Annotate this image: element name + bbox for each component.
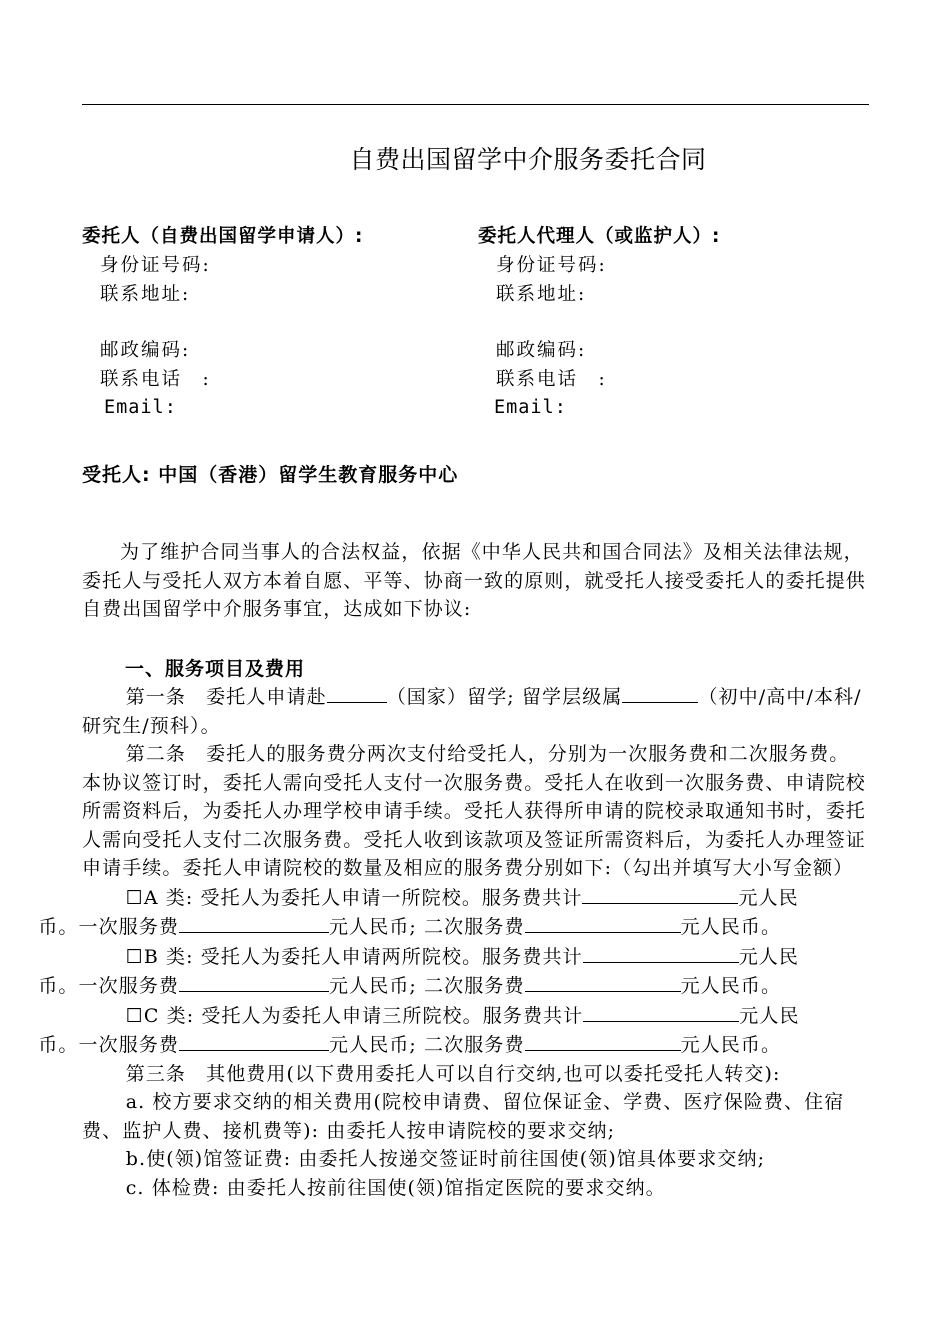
section-1-title: 一、服务项目及费用 [125, 658, 306, 680]
client-postcode-label: 邮政编码: [100, 340, 191, 361]
article-1-text-a: 第一条 委托人申请赴 [125, 686, 327, 708]
class-b-second-label: 元人民币; 二次服务费 [329, 975, 525, 997]
agent-id-label: 身份证号码: [496, 255, 607, 276]
section-1-body [38, 682, 869, 1202]
class-b-total-blank[interactable] [583, 942, 739, 963]
level-blank[interactable] [622, 682, 698, 703]
class-a-text: A 类: 受托人为委托人申请一所院校。服务费共计 [143, 886, 583, 909]
class-b-first-label: 币。一次服务费 [38, 975, 180, 997]
article-3-item-a: a. 校方要求交纳的相关费用(院校申请费、留位保证金、学费、医疗保险费、住宿费、监护人费、接机费等): 由委托人按申请院校的要求交纳; [82, 1091, 845, 1142]
client-id-label: 身份证号码: [100, 255, 211, 276]
class-b-text: B 类: 受托人为委托人申请两所院校。服务费共计 [143, 945, 583, 968]
class-a-second-label: 元人民币; 二次服务费 [329, 916, 525, 938]
article-2: 第二条 委托人的服务费分两次支付给受托人，分别为一次服务费和二次服务费。本协议签订时，委托人需向受托人支付一次服务费。受托人在收到一次服务费、申请院校所需资料后，为委托人办理学校申请手续。受托人获得所申请的院校录取通知书时，委托人需向受托人支付二次服务费。受托人收到该款项及签证所需资料后，为委托人办理签证申请手续。委托人申请院校的数量及相应的服务费分别如下:（勾出并填写大小写金额） [82, 743, 866, 879]
class-c-second-label: 元人民币; 二次服务费 [329, 1034, 525, 1056]
article-1 [82, 682, 869, 740]
client-address-label: 联系地址: [100, 283, 191, 305]
article-1-text-b: （国家）留学; 留学层级属 [386, 686, 623, 708]
class-c-checkbox[interactable]: ☐ [125, 1004, 144, 1027]
class-c-first-label: 币。一次服务费 [38, 1034, 180, 1056]
class-b-checkbox[interactable]: ☐ [125, 945, 144, 968]
class-c-second-blank[interactable] [525, 1030, 681, 1051]
article-3-item-c: c. 体检费: 由委托人按前往国使(领)馆指定医院的要求交纳。 [125, 1176, 666, 1199]
article-3: 第三条 其他费用(以下费用委托人可以自行交纳,也可以委托受托人转交): [125, 1062, 781, 1085]
agent-address-label: 联系地址: [496, 283, 587, 305]
header-rule [82, 104, 869, 105]
class-c-text: C 类: 受托人为委托人申请三所院校。服务费共计 [143, 1004, 584, 1027]
class-c-option [38, 1001, 869, 1060]
client-phone-label: 联系电话 : [100, 368, 211, 390]
class-b-second-blank[interactable] [525, 971, 681, 992]
client-heading: 委托人（自费出国留学申请人）: [82, 226, 364, 247]
class-a-checkbox[interactable]: ☐ [125, 886, 144, 909]
class-b-yuan: 元人民 [738, 945, 799, 968]
class-c-yuan: 元人民 [739, 1004, 800, 1027]
class-c-total-blank[interactable] [583, 1001, 739, 1022]
class-b-end: 元人民币。 [680, 975, 782, 997]
country-blank[interactable] [327, 682, 387, 703]
class-a-option [38, 883, 869, 942]
class-a-first-label: 币。一次服务费 [38, 916, 180, 938]
agent-heading: 委托人代理人（或监护人）: [478, 226, 721, 247]
class-a-second-blank[interactable] [525, 912, 681, 933]
agent-email-label: Email: [494, 397, 567, 418]
agent-postcode-label: 邮政编码: [496, 340, 587, 361]
intro-paragraph: 为了维护合同当事人的合法权益，依据《中华人民共和国合同法》及相关法律法规，委托人与受托人双方本着自愿、平等、协商一致的原则，就受托人接受委托人的委托提供自费出国留学中介服务事宜，达成如下协议: [82, 541, 866, 620]
contract-title: 自费出国留学中介服务委托合同 [349, 145, 707, 174]
client-info-block [82, 222, 363, 423]
client-email-label: Email: [104, 397, 177, 418]
article-3-item-b: b.使(领)馆签证费: 由委托人按递交签证时前往国使(领)馆具体要求交纳; [125, 1148, 766, 1170]
class-b-option [38, 942, 869, 1001]
class-c-first-blank[interactable] [179, 1030, 329, 1051]
class-a-yuan: 元人民 [738, 886, 799, 909]
class-b-first-blank[interactable] [179, 971, 329, 992]
article-1-text-c: （初中/高中/本科/研究生/预科）。 [82, 686, 862, 737]
class-a-end: 元人民币。 [680, 916, 782, 938]
class-a-first-blank[interactable] [179, 912, 329, 933]
agent-phone-label: 联系电话 : [496, 368, 607, 390]
class-c-end: 元人民币。 [680, 1034, 782, 1056]
trustee-line: 受托人: 中国（香港）留学生教育服务中心 [82, 464, 459, 486]
agent-info-block [478, 222, 720, 423]
class-a-total-blank[interactable] [582, 883, 738, 904]
